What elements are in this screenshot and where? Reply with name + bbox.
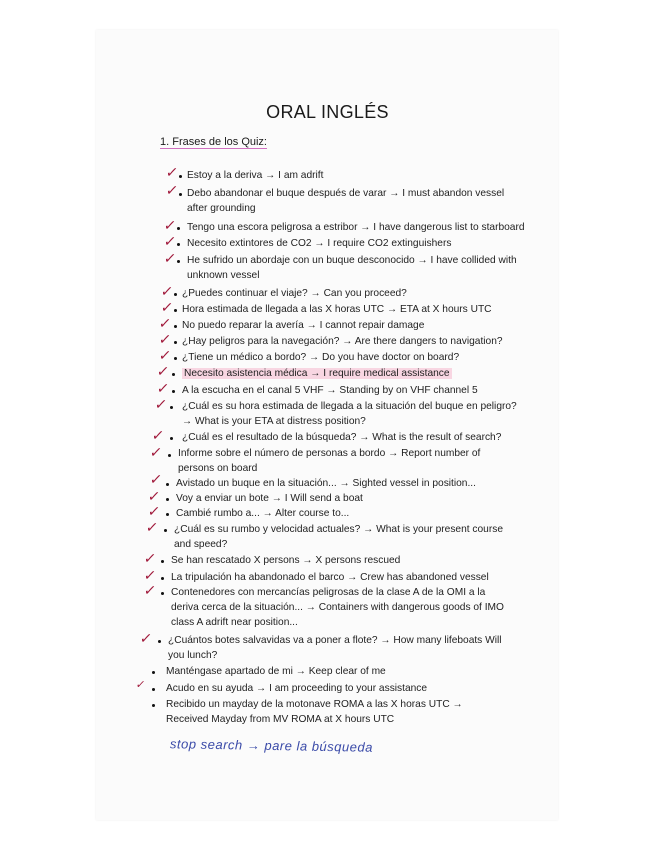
highlighted-text: Necesito asistencia médica → I require medical assistance [184, 368, 450, 379]
red-check-mark-icon: ✓ [138, 630, 154, 646]
red-check-mark-icon: ✓ [142, 567, 158, 583]
list-item: Acudo en su ayuda → I am proceeding to your assistance [166, 683, 428, 694]
red-check-mark-icon: ✓ [164, 182, 180, 198]
list-item: ¿Tiene un médico a bordo? → Do you have doctor on board? [182, 352, 460, 363]
red-check-mark-icon: ✓ [157, 315, 173, 331]
list-item: Avistado un buque en la situación... → Sighted vessel in position... [176, 478, 476, 489]
red-check-mark-icon: ✓ [148, 444, 164, 460]
list-item: Hora estimada de llegada a las X horas UTC → ETA at X hours UTC [182, 304, 492, 315]
list-item: Informe sobre el número de personas a bordo → Report number of persons on board [178, 448, 481, 474]
red-check-mark-icon: ✓ [150, 427, 166, 443]
red-check-mark-icon: ✓ [155, 363, 171, 379]
list-item: Manténgase apartado de mi → Keep clear of me [166, 666, 386, 677]
red-check-mark-icon: ✓ [146, 488, 162, 504]
list-item [182, 366, 522, 381]
red-check-mark-icon: ✓ [162, 250, 178, 266]
red-check-mark-icon: ✓ [157, 347, 173, 363]
red-check-mark-icon: ✓ [153, 396, 169, 412]
red-check-mark-icon: ✓ [155, 380, 171, 396]
section-heading-text: 1. Frases de los Quiz: [160, 136, 267, 148]
red-check-mark-icon: ✓ [134, 679, 147, 691]
list-item: ¿Cuántos botes salvavidas va a poner a flote? → How many lifeboats Will you lunch? [168, 635, 502, 661]
list-item: ¿Cuál es su hora estimada de llegada a la situación del buque en peligro? → What is your ETA at distress position? [182, 401, 517, 427]
list-item: No puedo reparar la avería → I cannot repair damage [182, 320, 425, 331]
red-check-mark-icon: ✓ [162, 217, 178, 233]
red-check-mark-icon: ✓ [159, 283, 175, 299]
list-item: ¿Puedes continuar el viaje? → Can you proceed? [182, 288, 407, 299]
page-title: ORAL INGLÉS [266, 102, 389, 122]
list-item: Debo abandonar el buque después de varar → I must abandon vessel after grounding [187, 188, 505, 214]
red-check-mark-icon: ✓ [144, 519, 160, 535]
red-check-mark-icon: ✓ [142, 582, 158, 598]
red-check-mark-icon: ✓ [142, 550, 158, 566]
list-item: He sufrido un abordaje con un buque desconocido → I have collided with unknown vessel [187, 255, 517, 281]
list-item: ¿Cuál es el resultado de la búsqueda? → What is the result of search? [182, 432, 502, 443]
list-item: Se han rescatado X persons → X persons rescued [171, 555, 401, 566]
list-item: A la escucha en el canal 5 VHF → Standing by on VHF channel 5 [182, 385, 478, 396]
handwritten-note: stop search → pare la búsqueda [169, 736, 374, 755]
list-item: ¿Hay peligros para la navegación? → Are there dangers to navigation? [182, 336, 503, 347]
list-item: Recibido un mayday de la motonave ROMA a las X horas UTC → Received Mayday from MV ROMA at X hours UTC [166, 699, 463, 725]
list-item: Voy a enviar un bote → I Will send a boat [176, 493, 363, 504]
list-item: Necesito extintores de CO2 → I require CO2 extinguishers [187, 238, 452, 249]
red-check-mark-icon: ✓ [146, 503, 162, 519]
red-check-mark-icon: ✓ [162, 233, 178, 249]
red-check-mark-icon: ✓ [157, 331, 173, 347]
red-check-mark-icon: ✓ [159, 299, 175, 315]
section-heading [160, 136, 267, 148]
list-item: Cambié rumbo a... → Alter course to... [176, 508, 350, 519]
list-item: Estoy a la deriva → I am adrift [187, 170, 324, 181]
list-item: La tripulación ha abandonado el barco → Crew has abandoned vessel [171, 572, 489, 583]
red-check-mark-icon: ✓ [164, 164, 180, 180]
list-item: Contenedores con mercancías peligrosas de la clase A de la OMI a la deriva cerca de la situación... → Containers with dangerous goods of IMO class A adrift near position... [171, 587, 504, 628]
list-item: ¿Cuál es su rumbo y velocidad actuales? → What is your present course and speed? [174, 524, 503, 550]
list-item: Tengo una escora peligrosa a estribor → I have dangerous list to starboard [187, 222, 525, 233]
red-check-mark-icon: ✓ [148, 471, 164, 487]
